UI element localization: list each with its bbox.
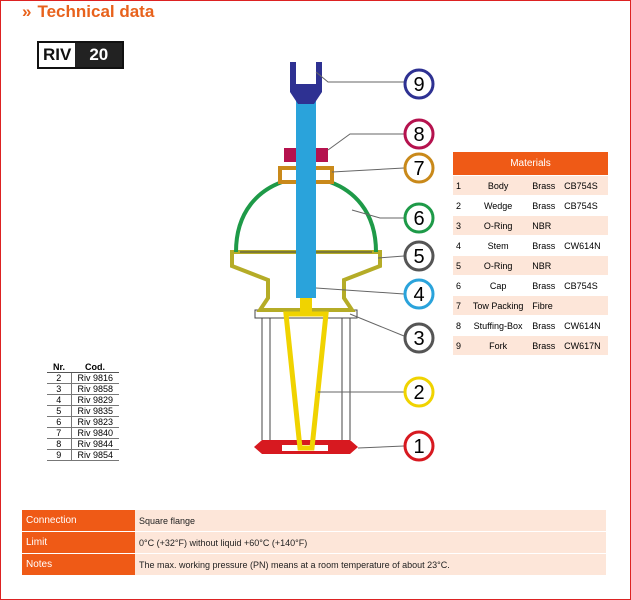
row-material: Brass [529,276,561,296]
spec-row-connection [22,510,606,532]
row-material: NBR [529,216,561,236]
row-material: NBR [529,256,561,276]
table-row [47,428,119,439]
spec-key: Connection [22,510,135,532]
callout-8 [405,120,433,148]
code-nr: 6 [47,417,71,428]
code-nr: 4 [47,395,71,406]
row-name: O-Ring [467,216,529,236]
table-row [453,196,608,216]
table-row [453,216,608,236]
callout-3-label: 3 [413,328,425,350]
model-name: RIV [39,43,75,67]
table-row [47,439,119,450]
callout-5-label: 5 [413,246,425,268]
callout-4-label: 4 [413,284,425,306]
specs-table [22,510,606,576]
table-row [47,373,119,384]
row-nr: 7 [453,296,467,316]
spec-key: Limit [22,532,135,554]
codes-header-cod: Cod. [71,361,119,373]
code-nr: 5 [47,406,71,417]
table-row [453,176,608,196]
row-name: Tow Packing [467,296,529,316]
code-value: Riv 9844 [71,439,119,450]
row-name: Cap [467,276,529,296]
callout-2-label: 2 [413,382,425,404]
table-row [47,450,119,461]
row-code [561,296,608,316]
row-code: CB754S [561,176,608,196]
codes-table [47,361,119,461]
row-nr: 5 [453,256,467,276]
row-code [561,256,608,276]
spec-value: The max. working pressure (PN) means at a room temperature of about 23°C. [135,554,606,576]
row-code: CB754S [561,196,608,216]
code-value: Riv 9854 [71,450,119,461]
row-code: CW614N [561,236,608,256]
row-material: Brass [529,196,561,216]
row-material: Brass [529,316,561,336]
callout-9 [405,70,433,98]
row-material: Fibre [529,296,561,316]
code-value: Riv 9858 [71,384,119,395]
row-nr: 6 [453,276,467,296]
materials-header: Materials [453,152,608,176]
callout-8-label: 8 [413,124,425,146]
callout-9-label: 9 [413,74,425,96]
table-row [47,395,119,406]
row-nr: 4 [453,236,467,256]
spec-row-limit [22,532,606,554]
row-material: Brass [529,236,561,256]
table-row [47,417,119,428]
row-nr: 3 [453,216,467,236]
table-row [453,256,608,276]
row-name: O-Ring [467,256,529,276]
row-nr: 2 [453,196,467,216]
codes-header-nr: Nr. [47,361,71,373]
row-material: Brass [529,336,561,356]
code-nr: 8 [47,439,71,450]
row-name: Fork [467,336,529,356]
table-row [47,384,119,395]
row-material: Brass [529,176,561,196]
materials-table [453,152,608,355]
spec-row-notes [22,554,606,576]
code-value: Riv 9840 [71,428,119,439]
code-nr: 7 [47,428,71,439]
code-value: Riv 9829 [71,395,119,406]
code-value: Riv 9835 [71,406,119,417]
callout-7-label: 7 [413,158,425,180]
table-row [453,316,608,336]
model-size: 20 [75,43,122,67]
callout-7 [405,154,433,182]
callout-5 [405,242,433,270]
table-row [453,276,608,296]
double-chevron-right-icon: » [22,2,32,21]
table-row [47,406,119,417]
spec-value: Square flange [135,510,606,532]
spec-value: 0°C (+32°F) without liquid +60°C (+140°F) [135,532,606,554]
table-row [453,336,608,356]
row-code: CW614N [561,316,608,336]
page-title-text: Technical data [37,2,155,21]
row-name: Wedge [467,196,529,216]
callout-1-label: 1 [413,436,425,458]
code-value: Riv 9816 [71,373,119,384]
callout-4 [405,280,433,308]
callout-1 [405,432,433,460]
row-code [561,216,608,236]
row-name: Body [467,176,529,196]
table-row [453,296,608,316]
spec-key: Notes [22,554,135,576]
callout-2 [405,378,433,406]
callout-6 [405,204,433,232]
code-nr: 9 [47,450,71,461]
row-nr: 1 [453,176,467,196]
code-nr: 3 [47,384,71,395]
row-code: CW617N [561,336,608,356]
code-value: Riv 9823 [71,417,119,428]
table-row [453,236,608,256]
row-nr: 8 [453,316,467,336]
row-code: CB754S [561,276,608,296]
row-name: Stuffing-Box [467,316,529,336]
row-name: Stem [467,236,529,256]
row-nr: 9 [453,336,467,356]
callout-6-label: 6 [413,208,425,230]
code-nr: 2 [47,373,71,384]
callout-3 [405,324,433,352]
